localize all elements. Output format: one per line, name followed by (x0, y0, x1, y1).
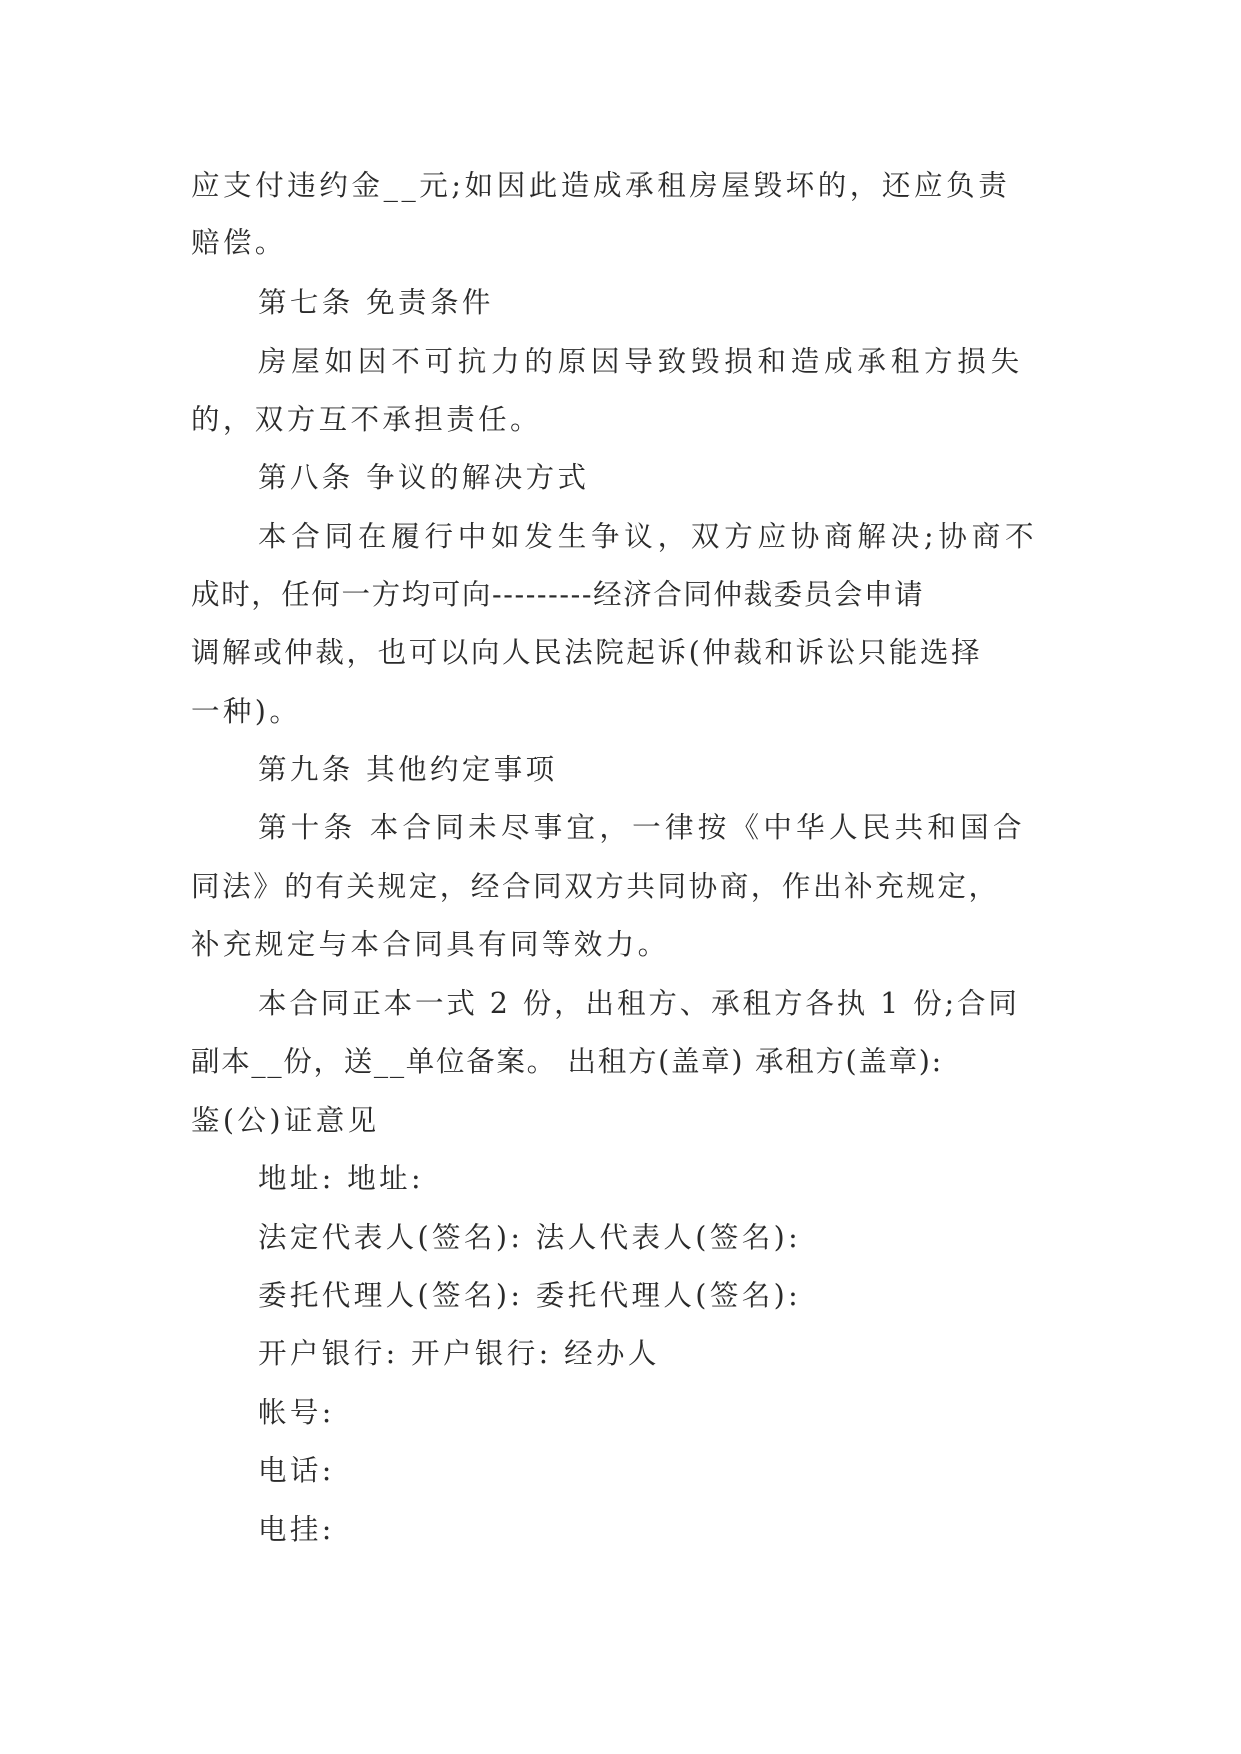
body-text-line: 鉴(公)证意见 (191, 1104, 380, 1137)
body-text-line: 同法》的有关规定，经合同双方共同协商，作出补充规定， (191, 870, 1000, 903)
signature-field: 委托代理人(签名): 委托代理人(签名): (258, 1279, 802, 1312)
body-text-line: 本合同正本一式 2 份，出租方、承租方各执 1 份;合同 (258, 987, 1020, 1020)
body-text-line: 赔偿。 (191, 226, 287, 259)
article-heading: 第九条 其他约定事项 (258, 753, 558, 786)
signature-field: 地址: 地址: (258, 1162, 425, 1195)
body-text-line: 调解或仲裁，也可以向人民法院起诉(仲裁和诉讼只能选择 (191, 636, 983, 669)
body-text-line: 副本__份，送__单位备案。 出租方(盖章) 承租方(盖章): (191, 1045, 943, 1078)
article-heading: 第八条 争议的解决方式 (258, 461, 590, 494)
signature-field: 帐号: (258, 1396, 335, 1429)
body-text-line: 的，双方互不承担责任。 (191, 403, 542, 436)
signature-field: 电挂: (258, 1513, 335, 1546)
article-heading: 第十条 本合同未尽事宜，一律按《中华人民共和国合 (258, 811, 1026, 844)
body-text-line: 一种)。 (191, 695, 302, 728)
body-text-line: 成时，任何一方均可向---------经济合同仲裁委员会申请 (191, 578, 925, 611)
signature-field: 开户银行: 开户银行: 经办人 (258, 1337, 660, 1370)
article-heading: 第七条 免责条件 (258, 286, 494, 319)
signature-field: 电话: (258, 1454, 335, 1487)
body-text-line: 本合同在履行中如发生争议，双方应协商解决;协商不 (258, 520, 1039, 553)
body-text-line: 应支付违约金__元;如因此造成承租房屋毁坏的，还应负责 (191, 169, 1011, 202)
signature-field: 法定代表人(签名): 法人代表人(签名): (258, 1221, 802, 1254)
body-text-line: 房屋如因不可抗力的原因导致毁损和造成承租方损失 (258, 345, 1024, 378)
body-text-line: 补充规定与本合同具有同等效力。 (191, 928, 670, 961)
